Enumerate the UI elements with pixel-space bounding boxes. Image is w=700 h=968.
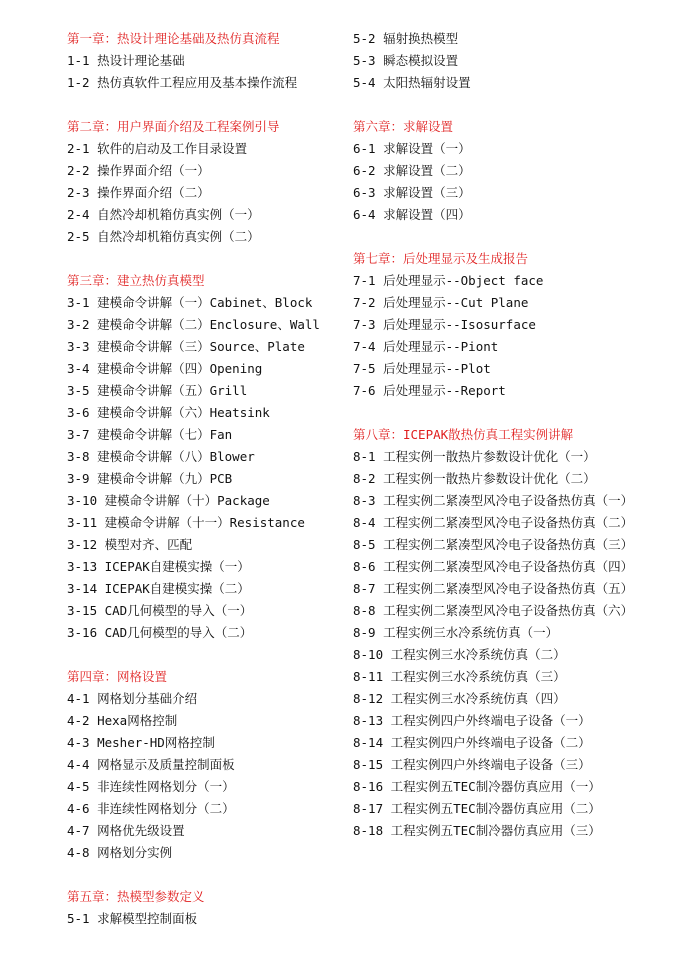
lesson-item: 8-6 工程实例二紧凑型风冷电子设备热仿真（四） xyxy=(353,559,634,574)
lesson-item: 8-12 工程实例三水冷系统仿真（四） xyxy=(353,691,566,706)
lesson-item: 4-4 网格显示及质量控制面板 xyxy=(67,757,235,772)
lesson-item: 2-4 自然冷却机箱仿真实例（一） xyxy=(67,207,260,222)
lesson-item: 7-1 后处理显示--Object face xyxy=(353,273,544,288)
chapter-section xyxy=(67,116,347,248)
lesson-item: 3-9 建模命令讲解（九）PCB xyxy=(67,471,233,486)
lesson-item: 8-3 工程实例二紧凑型风冷电子设备热仿真（一） xyxy=(353,493,634,508)
lesson-item: 3-6 建模命令讲解（六）Heatsink xyxy=(67,405,270,420)
outline-column-right xyxy=(353,28,693,864)
lesson-item: 3-7 建模命令讲解（七）Fan xyxy=(67,427,233,442)
lesson-item: 2-5 自然冷却机箱仿真实例（二） xyxy=(67,229,260,244)
lesson-item: 8-15 工程实例四户外终端电子设备（三） xyxy=(353,757,591,772)
lesson-item: 3-12 模型对齐、匹配 xyxy=(67,537,193,552)
lesson-item: 8-14 工程实例四户外终端电子设备（二） xyxy=(353,735,591,750)
lesson-item: 3-4 建模命令讲解（四）Opening xyxy=(67,361,263,376)
lesson-item: 5-4 太阳热辐射设置 xyxy=(353,75,471,90)
lesson-item: 6-1 求解设置（一） xyxy=(353,141,471,156)
lesson-item: 3-11 建模命令讲解（十一）Resistance xyxy=(67,515,305,530)
lesson-item: 8-17 工程实例五TEC制冷器仿真应用（二） xyxy=(353,801,601,816)
lesson-item: 8-9 工程实例三水冷系统仿真（一） xyxy=(353,625,559,640)
lesson-item: 4-8 网格划分实例 xyxy=(67,845,173,860)
chapter-section xyxy=(353,28,693,94)
lesson-item: 8-4 工程实例二紧凑型风冷电子设备热仿真（二） xyxy=(353,515,634,530)
lesson-item: 6-3 求解设置（三） xyxy=(353,185,471,200)
lesson-item: 4-5 非连续性网格划分（一） xyxy=(67,779,235,794)
chapter-title: 第二章：用户界面介绍及工程案例引导 xyxy=(67,119,280,134)
lesson-item: 4-7 网格优先级设置 xyxy=(67,823,185,838)
lesson-item: 2-3 操作界面介绍（二） xyxy=(67,185,210,200)
lesson-item: 4-6 非连续性网格划分（二） xyxy=(67,801,235,816)
lesson-item: 4-3 Mesher-HD网格控制 xyxy=(67,735,215,750)
chapter-title: 第七章：后处理显示及生成报告 xyxy=(353,251,529,266)
lesson-item: 8-7 工程实例二紧凑型风冷电子设备热仿真（五） xyxy=(353,581,634,596)
chapter-section xyxy=(67,886,347,930)
lesson-item: 7-6 后处理显示--Report xyxy=(353,383,506,398)
lesson-item: 8-16 工程实例五TEC制冷器仿真应用（一） xyxy=(353,779,601,794)
lesson-item: 6-4 求解设置（四） xyxy=(353,207,471,222)
lesson-item: 3-14 ICEPAK自建模实操（二） xyxy=(67,581,250,596)
chapter-section xyxy=(67,666,347,864)
lesson-item: 3-5 建模命令讲解（五）Grill xyxy=(67,383,248,398)
chapter-title: 第四章：网格设置 xyxy=(67,669,168,684)
lesson-item: 2-2 操作界面介绍（一） xyxy=(67,163,210,178)
lesson-item: 5-3 瞬态模拟设置 xyxy=(353,53,459,68)
chapter-title: 第八章：ICEPAK散热仿真工程实例讲解 xyxy=(353,427,574,442)
chapter-section xyxy=(67,28,347,94)
lesson-item: 4-1 网格划分基础介绍 xyxy=(67,691,198,706)
lesson-item: 3-16 CAD几何模型的导入（二） xyxy=(67,625,253,640)
lesson-item: 1-2 热仿真软件工程应用及基本操作流程 xyxy=(67,75,298,90)
lesson-item: 8-2 工程实例一散热片参数设计优化（二） xyxy=(353,471,596,486)
lesson-item: 3-13 ICEPAK自建模实操（一） xyxy=(67,559,250,574)
lesson-item: 8-1 工程实例一散热片参数设计优化（一） xyxy=(353,449,596,464)
lesson-item: 3-1 建模命令讲解（一）Cabinet、Block xyxy=(67,295,313,310)
lesson-item: 6-2 求解设置（二） xyxy=(353,163,471,178)
lesson-item: 7-2 后处理显示--Cut Plane xyxy=(353,295,529,310)
lesson-item: 8-5 工程实例二紧凑型风冷电子设备热仿真（三） xyxy=(353,537,634,552)
lesson-item: 5-2 辐射换热模型 xyxy=(353,31,459,46)
lesson-item: 3-3 建模命令讲解（三）Source、Plate xyxy=(67,339,305,354)
lesson-item: 3-2 建模命令讲解（二）Enclosure、Wall xyxy=(67,317,320,332)
lesson-item: 7-4 后处理显示--Piont xyxy=(353,339,499,354)
lesson-item: 8-8 工程实例二紧凑型风冷电子设备热仿真（六） xyxy=(353,603,634,618)
lesson-item: 5-1 求解模型控制面板 xyxy=(67,911,198,926)
chapter-title: 第三章：建立热仿真模型 xyxy=(67,273,205,288)
lesson-item: 7-5 后处理显示--Plot xyxy=(353,361,491,376)
lesson-item: 8-10 工程实例三水冷系统仿真（二） xyxy=(353,647,566,662)
lesson-item: 8-11 工程实例三水冷系统仿真（三） xyxy=(353,669,566,684)
lesson-item: 8-18 工程实例五TEC制冷器仿真应用（三） xyxy=(353,823,601,838)
lesson-item: 3-10 建模命令讲解（十）Package xyxy=(67,493,270,508)
lesson-item: 3-15 CAD几何模型的导入（一） xyxy=(67,603,253,618)
lesson-item: 7-3 后处理显示--Isosurface xyxy=(353,317,536,332)
chapter-section xyxy=(353,116,693,226)
lesson-item: 3-8 建模命令讲解（八）Blower xyxy=(67,449,255,464)
chapter-title: 第五章：热模型参数定义 xyxy=(67,889,205,904)
lesson-item: 4-2 Hexa网格控制 xyxy=(67,713,178,728)
chapter-section xyxy=(67,270,347,644)
outline-column-left xyxy=(67,28,347,952)
chapter-section xyxy=(353,248,693,402)
lesson-item: 1-1 热设计理论基础 xyxy=(67,53,185,68)
chapter-title: 第六章：求解设置 xyxy=(353,119,454,134)
chapter-section xyxy=(353,424,693,842)
lesson-item: 2-1 软件的启动及工作目录设置 xyxy=(67,141,248,156)
lesson-item: 8-13 工程实例四户外终端电子设备（一） xyxy=(353,713,591,728)
chapter-title: 第一章：热设计理论基础及热仿真流程 xyxy=(67,31,280,46)
